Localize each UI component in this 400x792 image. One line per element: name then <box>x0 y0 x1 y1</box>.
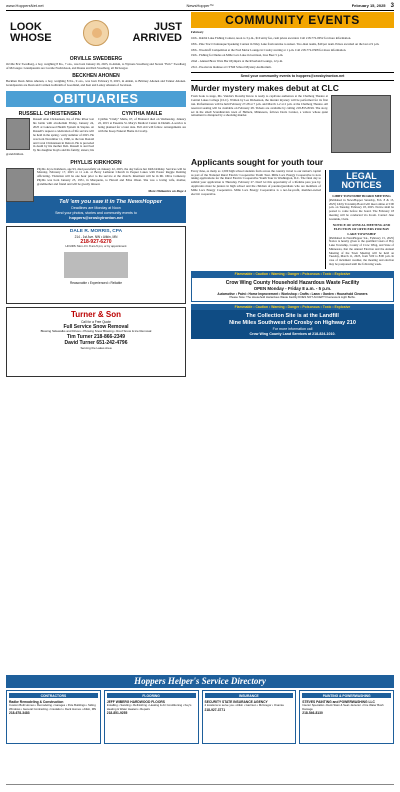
birth-text: Beckhen Dean Julius Ahonen, a boy, weighing 8 lbs., 9 ozs., was born February 8, 2025, in Aitkin, to Brittney Ahonen and Tanner Ahonen. Grandparents are Dean and Carmen Galbraith of Goodland, and Ken and Lesley Ahonen of Jacobson. <box>6 79 186 88</box>
event-item: 16th - Rabbit Lake Fishing Contest, noon to 3 p.m., $10 entry fee, cash prizes awarded. Call 218-772-0052 for more information. <box>191 35 352 40</box>
more-obituaries: More Obituaries on Page 4 <box>148 188 186 193</box>
service-box <box>104 690 199 744</box>
turner-area: Serving the Lakes Area <box>80 345 112 350</box>
legal-column <box>325 170 394 269</box>
obituary-text: Russell Alan Christensen, 64, of Pine River lost his battle with alcoholism Friday, January 24, 2025 at Lakewood Health System in Staples. At Russell's request a celebration of life service will be held in the spring / early summer of 2025. He was born November 11, 1960, to the late Donald and Carol Christensen in Detroit. He is preceded in death by his mother Deb. Russell is survived by his daughter Kayla and his family; sisters; his grandchildren. <box>6 117 94 157</box>
cpa-photo <box>64 252 128 278</box>
turner-tim: Tim Turner 218-866-2349 <box>66 334 126 341</box>
murder-body: From book to stage, Ms. Vandra's Dorothy Know is ready to captivate audiences at the Chalberg Theatre at Central Lakes College (CLC). Written by Lee Dickenson, the murder mystery will be performed for its first run. Performances will be held February 27-28 at 7 p.m. and March 1-2 at 2 p.m. at the Chalberg Theatre. All reserved seating will be available on February 28. Tickets are available by calling 218-855-8199. The story, set in the small Scandinavian town of Halleck, Minnesota, follows Doris Connor, a widow whose quiet retirement is disrupted by a shocking murder. <box>191 94 328 118</box>
obituary-text: Phyllis Joyce Kirkhorn, age 93, died peacefully on January 22, 2025, the day before her 94th birthday. Services will be Monday, February 17, 2025 at 11 a.m. at Berry Lutheran Church in Pequot Lakes with Pastor Reggie Deming officiating. Visitation will be one hour prior to the service at the church. Interment will be in Mt. Olive Cemetery. Phyllis was born January 23, 1931, in Marquette, to Harold and Edna Olson. She was a loving wife, mother, grandmother and friend and will be greatly missed. <box>37 166 186 186</box>
event-item: 22nd - Annual Brew Wars Bar Olympics at the Riverland Lounge, 12 p.m. <box>191 59 283 64</box>
collection-sub: Nine Miles Southwest of Crosby on Highway 210 <box>229 320 356 327</box>
turner-title: Turner & Son <box>70 310 122 320</box>
cpa-address: 214 - 1st Ave. NW • Aitkin, MN <box>74 235 118 240</box>
youth-row <box>191 170 394 269</box>
service-business: JEFF WIBERG HARDWOOD FLOORS <box>106 700 165 705</box>
turner-sub: Call for a Free Quote <box>81 320 111 325</box>
issue-date: February 15, 2025 <box>351 3 386 8</box>
obituary-photo <box>6 118 30 150</box>
obituary-photo <box>6 168 34 202</box>
murder-story <box>191 95 394 155</box>
service-detail: Custom Built Homes • Remodeling • Garages • Pole Buildings • Siding Windows • General Contracting • Insulation • Deck Homes • Aitkin, MN <box>9 703 97 711</box>
murder-photo <box>331 95 391 153</box>
birth-name: ORVILLE SWEDBERG <box>69 56 123 62</box>
service-phone: 218-546-8130 <box>302 711 323 716</box>
service-detail: Installing • Sanding • Refinishing • Heating & Air Conditioning • Key's Heating & Water Heaters • Repairs <box>106 703 192 711</box>
obituary-cynthia <box>98 110 186 159</box>
service-category: INSURANCE <box>205 693 294 698</box>
page-header <box>6 3 394 9</box>
site-url[interactable]: www.HoppersNet.net <box>6 3 44 8</box>
ad-row <box>6 226 186 304</box>
service-category: PAINTING & POWERWASHING <box>302 693 391 698</box>
hhw-hours: OPEN Monday - Friday 8 a.m. - 5 p.m. <box>253 286 332 292</box>
event-item: 23rd - Pre-movie matinee at CYSM School Mystery Auditorium. <box>191 65 272 70</box>
turner-david: David Turner 651-242-4796 <box>64 340 128 347</box>
tell-us-title: Tell 'em you saw it in The NewsHopper <box>59 199 162 206</box>
legal-text: (Published in NewsHopper Sat., February 15, 2025) Notice is hereby given to the qualified voters of Bay Lake Township, County of Crow Wing, and State of Minnesota, that the Annual Election and the Annual Meeting of the Town Meeting will be held on Tuesday, March 11, 2025, from 5:00 to 8:00 p.m. In case of inclement weather, the meeting and election may be postponed until the following week. <box>329 235 394 266</box>
legal-title: LEGAL NOTICES <box>341 170 382 190</box>
collection-site-ad <box>191 310 394 339</box>
turner-service: Full Service Snow Removal <box>63 324 129 331</box>
service-phone: 218-851-9255 <box>106 711 128 716</box>
legal-heading: LIBBY TOWNSHIP BOARD MEETING <box>332 193 391 198</box>
look-who-right: JUST ARRIVED <box>132 21 182 44</box>
paper-name: NewsHopper™ <box>186 3 214 8</box>
birth-announcement <box>6 73 186 88</box>
youth-body: Every June, as many as 1,500 high school students from across the country travel to our nation's capital as part of the National Rural Electric Cooperative Youth Tour. Mille Lacs Energy Cooperative is now taking applications for the Rural Electric Cooperative Youth Tour in Washington, D.C. The final day to submit your application is Thursday, February 27. Don't let this opportunity of a lifetime pass you by. Applicants must be juniors in high school and the children of parents/guardians who are members of Mille Lacs Energy Cooperative. Mille Lacs Energy Cooperative is a not-for-profit, member-owned electric cooperative. <box>191 168 321 196</box>
hazard-strip: Flammable • Caution • Warning • Danger • Poisonous • Toxic • Explosive <box>191 304 394 310</box>
cpa-ad <box>6 226 186 304</box>
hhw-note: Please Note: The Household Hazardous Waste Facility DOES NOT ACCEPT Fluorescent Light Bulbs. <box>229 294 356 299</box>
look-who-banner <box>6 12 186 54</box>
legal-badge <box>329 170 394 192</box>
right-column <box>191 12 394 339</box>
collection-title: The Collection Site is at the Landfill <box>246 313 339 320</box>
look-who-left: LOOK WHOSE <box>10 21 52 44</box>
hhw-accepted: Automotive • Paint • Home Improvement • Workshop • Crafts • Lawn • Garden • Household Cleaners <box>217 291 368 296</box>
service-detail: Interior Specialist • Deck Stain & Seal • Exterior • Fire Water Bush Damage <box>302 703 384 711</box>
birth-announcement <box>6 56 186 71</box>
legal-heading: NOTICE OF ANNUAL MEETING AND ELECTION OF OFFICERS FOR BAY LAKE TOWNSHIP <box>332 223 391 236</box>
service-business: STEVES PAINTING and POWERWASHING LLC <box>302 700 375 705</box>
collection-info: For more information call <box>272 327 313 332</box>
youth-headline: Applicants sought for youth tour <box>191 157 324 168</box>
cpa-phone: 218-927-6270 <box>80 239 112 246</box>
service-box <box>6 690 101 744</box>
service-category: CONTRACTORS <box>9 693 98 698</box>
service-business: SECURITY STATE INSURANCE AGENCY <box>204 700 268 705</box>
obituary-name: RUSSELL CHRISTENSEN <box>18 110 82 117</box>
service-phone: 218-678-3483 <box>9 711 30 716</box>
turner-ad <box>6 307 186 377</box>
murder-headline: Murder mystery makes debut at CLC <box>191 82 339 93</box>
event-item: 19th - Fishing for Dudes on Mille Lacs Lake in Garrison, Lisa Beer 5 p.m. <box>191 53 284 58</box>
page-number: 3 <box>390 3 394 9</box>
service-directory-title: Hoppers Helper's Service Directory <box>6 675 394 688</box>
service-business: Radke Remodeling & Construction <box>9 700 64 705</box>
service-phone: 218-927-3771 <box>204 707 226 712</box>
obituary-text: Cynthia "Cindy" Maile, 67, of Brainerd died on Wednesday, January 22, 2015 at Essentia St. Mary's Medical Center in Duluth. A service is being planned for a later date. Full obit will follow. Arrangements are with the Koop Funeral Home in Crosby. <box>98 117 186 134</box>
events-cta[interactable]: Send your community events to hoppers@crosbyironton.net <box>191 72 394 80</box>
community-events-banner: COMMUNITY EVENTS <box>191 12 394 28</box>
event-item: 18th - Pine Tract Clantuuque Speaking Contest in Ndey Lake from sunrise to sunset. Two-man teams, $40 per team. Prizes awarded on the last at 9 p.m. <box>191 41 380 46</box>
hazardous-waste-ad <box>191 277 394 302</box>
tell-us-deadline: Deadlines are Monday at Noon <box>71 206 121 211</box>
event-item: 18th - Woodruff Competition at the Fred Molar Lounge in Crosby starting at 1 p.m. Call 218-772-0308 for more information. <box>191 47 347 52</box>
service-box <box>299 690 394 744</box>
service-category: FLOORING <box>107 693 196 698</box>
baby-icon <box>83 20 109 46</box>
cpa-tagline: Reasonable • Experienced • Reliable <box>69 280 123 285</box>
cpa-name: DALE R. MORRIS, CPA <box>69 229 123 235</box>
header-rule <box>6 10 394 11</box>
hazard-strip: Flammable • Caution • Warning • Danger • Poisonous • Toxic • Explosive <box>191 271 394 277</box>
community-events-month: February <box>191 30 204 34</box>
turner-detail: Blowing Sidewalks and Drives • Plowing Snow Blowing • Roof Snow & Ice Removal <box>40 329 152 334</box>
left-column <box>6 12 186 377</box>
obituaries-banner: OBITUARIES <box>6 91 186 107</box>
service-directory <box>6 690 394 744</box>
obituary-name: PHYLLIS KIRKHORN <box>70 160 122 167</box>
obituary-name: CYNTHIA MAILE <box>121 110 163 117</box>
hhw-heading: Crow Wing County Household Hazardous Waste Facility <box>225 279 360 286</box>
service-box <box>202 690 297 744</box>
tell-us-send: Send your photos, stories and community events to <box>55 210 137 215</box>
service-detail: 4 locations to serve you • Aitkin • Garrison • McGregor • Onamia <box>204 703 284 708</box>
obituary-phyllis <box>6 160 186 187</box>
birth-text: Orville Eric Swedberg, a boy, weighing 8 lbs., 7 ozs., was born January 26, 2025, in Aitkin, to Wynona Swedberg and Steven "Erric" Swedberg of McGregor. Grandparents are Coralie Fredrickson, and Duane and Deb Swedberg, all McGregor. <box>6 62 186 71</box>
cpa-hours: HOURS: Mon.-Fri. 8 am-5 pm, or by appointment <box>65 244 127 249</box>
legal-text: (Published in NewsHopper Saturday, Feb. 8 & 15, 2025) Libby Township Board will meet online at 5:00 p.m. on Tuesday, February 18, 2025. Notice shall be posted to come before the board. The February 18 meeting will be conducted via Zoom. Contact Jane Greskiuk, Clerk. <box>329 197 394 221</box>
birth-name: BECKHEN AHONEN <box>72 72 120 79</box>
collection-phone: Crow Wing County Land Services at 218-824-1010. <box>249 331 336 336</box>
tell-us-email[interactable]: hoppers@crosbyironton.net <box>69 215 123 221</box>
obituaries-top <box>6 110 186 159</box>
footer-rule <box>6 784 394 785</box>
obituary-russell <box>6 110 94 159</box>
